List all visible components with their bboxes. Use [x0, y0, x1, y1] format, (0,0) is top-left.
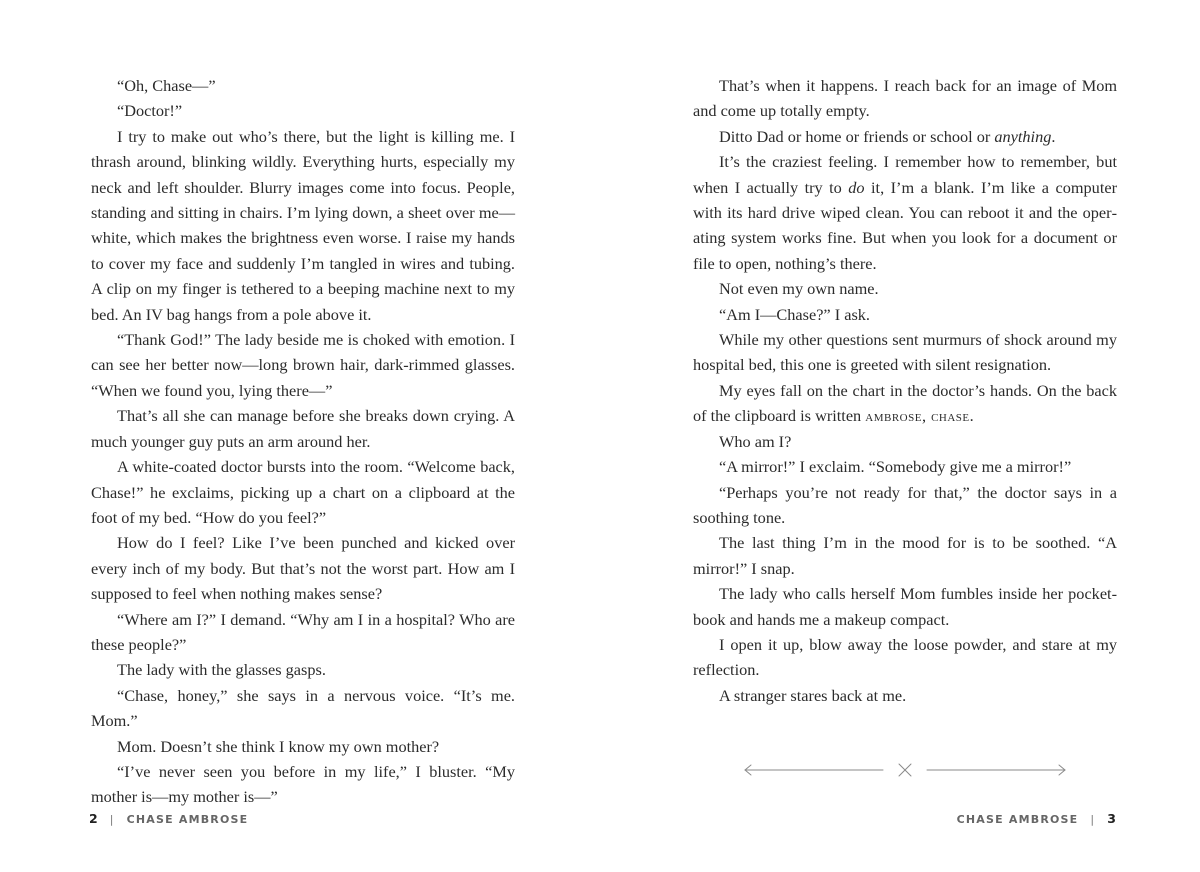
- footer-separator: |: [109, 813, 115, 826]
- text-run: Ditto Dad or home or friends or school or: [719, 126, 995, 146]
- paragraph: “Where am I?” I demand. “Why am I in a hospital? Who are these people?”: [91, 609, 515, 654]
- text-run: .: [969, 406, 974, 426]
- left-page-text: [91, 73, 515, 810]
- paragraph: “Chase, honey,” she says in a nervous voice. “It’s me. Mom.”: [91, 685, 515, 731]
- right-page-footer: [957, 811, 1116, 828]
- arrows-x-ornament-icon: [743, 760, 1067, 780]
- paragraph: [693, 149, 1117, 276]
- text-run: anything: [994, 126, 1052, 146]
- paragraph: Who am I?: [719, 431, 792, 451]
- left-page-footer: [89, 811, 248, 828]
- paragraph: While my other questions sent murmurs of shock around my hospital bed, this one is greeted with silent resignation.: [693, 330, 1117, 375]
- paragraph: “Am I—Chase?” I ask.: [719, 304, 870, 324]
- page-number: 3: [1107, 811, 1116, 826]
- paragraph: A white-coated doctor bursts into the room. “Welcome back, Chase!” he exclaims, picking up a chart on a clipboard at the foot of my bed. “How do you feel?”: [91, 457, 515, 527]
- paragraph: A stranger stares back at me.: [719, 685, 907, 705]
- text-run: It’s the craziest feeling. I remember how to remember, but when I actually try to: [693, 152, 1117, 197]
- paragraph: I open it up, blow away the loose powder, and stare at my reflection.: [693, 634, 1117, 680]
- paragraph: That’s all she can manage before she breaks down crying. A much younger guy puts an arm around her.: [91, 406, 515, 451]
- paragraph: The lady who calls herself Mom fumbles inside her pocketbook and hands me a makeup compact.: [693, 584, 1117, 629]
- text-run: it, I’m a blank. I’m like a computer with its hard drive wiped clean. You can reboot it and the operating system works fine. But when you look for a document or file to open, nothing’s there.: [693, 177, 1117, 273]
- paragraph: I try to make out who’s there, but the light is killing me. I thrash around, blinking wildly. Everything hurts, especially my neck and left shoulder. Blurry images come into focus. People, standing and sitting in chairs. I’m lying down, a sheet over me—white, which makes the brightness even worse. I raise my hands to cover my face and suddenly I’m tangled in wires and tubing. A clip on my finger is tethered to a beeping machine next to my bed. An IV bag hangs from a pole above it.: [91, 126, 515, 324]
- paragraph: “Thank God!” The lady beside me is choked with emotion. I can see her better now—long brown hair, dark-rimmed glasses. “When we found you, lying there—”: [91, 330, 515, 400]
- paragraph: [693, 378, 1117, 429]
- paragraph: “Oh, Chase—”: [117, 76, 216, 95]
- running-head: CHASE AMBROSE: [956, 813, 1079, 826]
- paragraph: That’s when it happens. I reach back for an image of Mom and come up totally empty.: [693, 76, 1117, 121]
- paragraph: [693, 124, 1117, 149]
- paragraph: “A mirror!” I exclaim. “Somebody give me a mirror!”: [719, 457, 1072, 477]
- paragraph: “Perhaps you’re not ready for that,” the doctor says in a soothing tone.: [693, 482, 1117, 527]
- paragraph: The last thing I’m in the mood for is to be soothed. “A mirror!” I snap.: [693, 533, 1117, 578]
- paragraph: The lady with the glasses gasps.: [117, 660, 326, 680]
- paragraph: “Doctor!”: [117, 101, 183, 121]
- text-run: My eyes fall on the chart in the doctor’s hands. On the back of the clipboard is written: [693, 380, 1117, 426]
- right-page-text: [693, 73, 1117, 708]
- paragraph: Mom. Doesn’t she think I know my own mother?: [117, 736, 440, 756]
- text-run: .: [1051, 126, 1056, 146]
- right-page: [600, 0, 1200, 872]
- text-run: do: [848, 177, 865, 197]
- page-number: 2: [89, 811, 98, 826]
- paragraph: “I’ve never seen you before in my life,” I bluster. “My mother is—my mother is—”: [91, 761, 515, 807]
- text-run: ambrose, chase: [865, 406, 970, 426]
- footer-separator: |: [1090, 813, 1096, 826]
- paragraph: Not even my own name.: [719, 279, 879, 299]
- running-head: CHASE AMBROSE: [126, 813, 249, 826]
- paragraph: How do I feel? Like I’ve been punched and kicked over every inch of my body. But that’s not the worst part. How am I supposed to feel when nothing makes sense?: [91, 533, 515, 604]
